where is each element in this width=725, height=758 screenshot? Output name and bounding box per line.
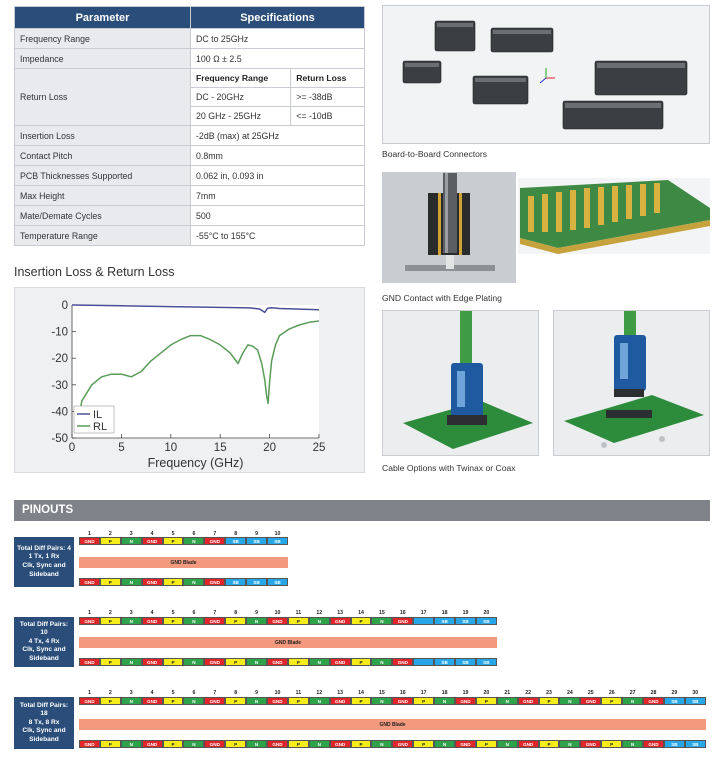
pin-cell: GND xyxy=(204,740,225,748)
pin-cell: GND xyxy=(392,617,413,625)
pin-number: 10 xyxy=(274,690,281,696)
pin-cell: GND xyxy=(204,697,225,705)
pin-number: 7 xyxy=(213,690,217,696)
pin-cell: P xyxy=(225,697,246,705)
pin-number: 3 xyxy=(129,690,133,696)
pin-cell: N xyxy=(183,617,204,625)
pin-cell: P xyxy=(225,740,246,748)
pin-cell: P xyxy=(288,697,309,705)
y-tick-label: 0 xyxy=(61,300,68,312)
pin-cell: GND xyxy=(204,658,225,666)
pin-cell: N xyxy=(434,697,455,705)
pin-cell: N xyxy=(309,740,330,748)
pin-number: 6 xyxy=(192,690,196,696)
value-cell: -2dB (max) at 25GHz xyxy=(191,126,365,146)
rl-loss: >= -38dB xyxy=(291,88,365,107)
pin-cell: GND xyxy=(79,740,100,748)
pin-cell: N xyxy=(246,658,267,666)
pin-number: 9 xyxy=(255,531,259,537)
pin-cell: P xyxy=(539,740,560,748)
pin-cell: SB xyxy=(455,658,476,666)
pin-cell: P xyxy=(288,740,309,748)
pin-cell: N xyxy=(497,740,518,748)
pin-cell: N xyxy=(371,697,392,705)
pin-number: 6 xyxy=(192,531,196,537)
pin-cell: P xyxy=(288,617,309,625)
pin-number: 1 xyxy=(88,531,91,537)
twinax-cable-illustration xyxy=(383,311,539,456)
y-tick-label: -40 xyxy=(51,406,68,419)
pin-cell: P xyxy=(351,658,372,666)
pin-cell: GND xyxy=(580,740,601,748)
pin-number: 3 xyxy=(129,531,133,537)
pin-cell: N xyxy=(246,740,267,748)
pin-cell: SB xyxy=(434,658,455,666)
twinax-cable-photo xyxy=(382,310,539,456)
gnd-blade: GND Blade xyxy=(79,719,706,730)
pin-cell: GND xyxy=(267,617,288,625)
pin-cell: P xyxy=(288,658,309,666)
x-tick-label: 25 xyxy=(312,442,326,454)
pin-cell: SB xyxy=(476,658,497,666)
param-cell: Insertion Loss xyxy=(15,126,191,146)
pin-number: 17 xyxy=(420,690,427,696)
pin-cell: P xyxy=(225,617,246,625)
pin-number: 18 xyxy=(441,610,448,616)
pin-row-bottom xyxy=(79,740,706,748)
pin-cell: GND xyxy=(142,658,163,666)
pin-cell: P xyxy=(163,617,184,625)
pin-cell: P xyxy=(413,740,434,748)
pin-cell: SB xyxy=(476,617,497,625)
pin-number: 20 xyxy=(483,690,490,696)
y-tick-label: -20 xyxy=(51,353,68,366)
pin-cell: GND xyxy=(580,697,601,705)
pin-row-bottom xyxy=(79,658,497,666)
pin-cell: N xyxy=(559,697,580,705)
value-cell: 100 Ω ± 2.5 xyxy=(191,49,365,69)
pin-cell: N xyxy=(309,697,330,705)
pin-cell: GND xyxy=(330,658,351,666)
pin-number: 2 xyxy=(108,690,112,696)
pin-number: 25 xyxy=(587,690,594,696)
pin-number: 4 xyxy=(150,690,154,696)
pin-cell: GND xyxy=(79,658,100,666)
pin-cell: P xyxy=(163,578,184,586)
pin-number: 21 xyxy=(504,690,511,696)
param-cell: Mate/Demate Cycles xyxy=(15,206,191,226)
pin-number-row xyxy=(79,610,497,616)
pin-cell: GND xyxy=(204,537,225,545)
value-cell: 0.062 in, 0.093 in xyxy=(191,166,365,186)
spec-header: Specifications xyxy=(191,7,365,29)
y-tick-label: -30 xyxy=(51,379,68,392)
pin-number: 14 xyxy=(358,610,364,616)
pin-cell: N xyxy=(121,658,142,666)
pin-cell: P xyxy=(351,697,372,705)
pin-cell: GND xyxy=(518,740,539,748)
legend-label-il: IL xyxy=(93,409,103,421)
x-tick-label: 0 xyxy=(68,442,76,454)
param-cell: Max Height xyxy=(15,186,191,206)
caption-board-to-board: Board-to-Board Connectors xyxy=(382,149,488,159)
pin-cell: N xyxy=(183,658,204,666)
pin-cell: N xyxy=(121,617,142,625)
pin-cell: SB xyxy=(685,697,706,705)
pin-cell: N xyxy=(183,740,204,748)
pin-number: 8 xyxy=(234,690,238,696)
pin-number: 27 xyxy=(629,690,636,696)
pin-cell: N xyxy=(371,617,392,625)
pin-cell: P xyxy=(476,697,497,705)
pin-number: 4 xyxy=(150,531,154,537)
pin-cell: N xyxy=(622,697,643,705)
pin-cell: N xyxy=(121,740,142,748)
param-cell: Impedance xyxy=(15,49,191,69)
pin-number: 12 xyxy=(316,610,323,616)
pin-number: 16 xyxy=(399,690,406,696)
value-cell: 7mm xyxy=(191,186,365,206)
pin-cell: SB xyxy=(267,537,288,545)
pin-number: 2 xyxy=(108,610,112,616)
y-tick-label: -50 xyxy=(51,433,68,445)
pin-number: 7 xyxy=(213,610,217,616)
gnd-blade: GND Blade xyxy=(79,557,288,568)
pin-cell: P xyxy=(163,658,184,666)
pin-cell: GND xyxy=(79,578,100,586)
pinout-label: Total Diff Pairs: 18 8 Tx, 8 Rx Clk, Sync and Sideband xyxy=(14,697,74,749)
pin-row-top xyxy=(79,617,497,625)
coax-cable-photo xyxy=(553,310,710,456)
gnd-blade: GND Blade xyxy=(79,637,497,648)
pin-number: 13 xyxy=(337,610,344,616)
pin-cell: GND xyxy=(330,617,351,625)
param-header: Parameter xyxy=(15,7,191,29)
pin-cell: GND xyxy=(142,617,163,625)
pin-cell: GND xyxy=(142,578,163,586)
pin-number: 8 xyxy=(234,531,238,537)
pcb-edge-illustration xyxy=(518,178,710,254)
pin-number: 28 xyxy=(650,690,657,696)
pin-cell: SB xyxy=(455,617,476,625)
pin-number: 16 xyxy=(399,610,406,616)
pin-cell xyxy=(413,617,434,625)
gnd-contact-illustration xyxy=(383,173,516,283)
pin-number: 3 xyxy=(129,610,133,616)
edge-plating-photo xyxy=(518,178,710,254)
pin-number: 5 xyxy=(171,531,175,537)
pin-cell: SB xyxy=(664,697,685,705)
pin-row-top xyxy=(79,697,706,705)
pin-cell: N xyxy=(183,537,204,545)
caption-gnd-contact: GND Contact with Edge Plating xyxy=(382,293,502,303)
pin-number: 5 xyxy=(171,690,175,696)
caption-cable-options: Cable Options with Twinax or Coax xyxy=(382,463,516,473)
pin-number: 26 xyxy=(608,690,615,696)
pin-number: 24 xyxy=(567,690,573,696)
return-loss-param: Return Loss xyxy=(15,69,191,126)
value-cell: DC to 25GHz xyxy=(191,29,365,49)
loss-chart-svg xyxy=(15,288,366,474)
pin-cell: P xyxy=(163,537,184,545)
pin-number: 15 xyxy=(379,690,385,696)
pin-cell: GND xyxy=(330,697,351,705)
pin-cell: GND xyxy=(142,537,163,545)
pin-cell: P xyxy=(100,578,121,586)
pin-cell: GND xyxy=(267,658,288,666)
coax-cable-illustration xyxy=(554,311,710,456)
pin-cell: GND xyxy=(455,697,476,705)
pin-cell: P xyxy=(100,537,121,545)
legend-label-rl: RL xyxy=(93,421,108,433)
pin-number: 18 xyxy=(441,690,448,696)
pin-cell: N xyxy=(121,537,142,545)
pin-cell: GND xyxy=(142,697,163,705)
pin-cell: N xyxy=(371,740,392,748)
pin-cell: P xyxy=(100,658,121,666)
pin-number: 10 xyxy=(274,610,281,616)
x-tick-label: 5 xyxy=(118,442,125,454)
pin-number: 2 xyxy=(108,531,112,537)
param-cell: PCB Thicknesses Supported xyxy=(15,166,191,186)
pin-cell: SB xyxy=(664,740,685,748)
pin-cell: N xyxy=(183,578,204,586)
chart-title: Insertion Loss & Return Loss xyxy=(14,265,175,279)
pin-cell: P xyxy=(476,740,497,748)
pin-cell: SB xyxy=(267,578,288,586)
pin-number: 10 xyxy=(274,531,281,537)
pin-cell: GND xyxy=(392,740,413,748)
pin-cell: GND xyxy=(518,697,539,705)
pin-cell: P xyxy=(539,697,560,705)
pin-cell: P xyxy=(601,697,622,705)
pin-cell: N xyxy=(183,697,204,705)
pin-cell: N xyxy=(121,697,142,705)
pin-number: 23 xyxy=(546,690,552,696)
pin-cell: N xyxy=(559,740,580,748)
pin-cell: N xyxy=(371,658,392,666)
pin-cell: GND xyxy=(643,740,664,748)
pin-number: 22 xyxy=(525,690,532,696)
pin-cell: SB xyxy=(434,617,455,625)
pin-number: 11 xyxy=(295,690,302,696)
gnd-contact-photo xyxy=(382,172,516,283)
rl-col-loss: Return Loss xyxy=(291,69,365,88)
pin-cell: GND xyxy=(392,697,413,705)
pin-cell xyxy=(413,658,434,666)
pin-number: 7 xyxy=(213,531,217,537)
pin-number: 15 xyxy=(379,610,385,616)
pin-cell: N xyxy=(497,697,518,705)
pin-row-bottom xyxy=(79,578,288,586)
pin-number: 17 xyxy=(420,610,427,616)
pinout-label: Total Diff Pairs: 4 1 Tx, 1 Rx Clk, Sync and Sideband xyxy=(14,537,74,587)
pin-cell: SB xyxy=(685,740,706,748)
rl-col-freq: Frequency Range xyxy=(191,69,291,88)
rl-range: 20 GHz - 25GHz xyxy=(191,107,291,126)
pin-number: 8 xyxy=(234,610,238,616)
pin-cell: P xyxy=(100,617,121,625)
pin-cell: N xyxy=(121,578,142,586)
pin-number: 29 xyxy=(671,690,678,696)
connectors-illustration xyxy=(383,6,710,144)
pin-cell: SB xyxy=(225,578,246,586)
pin-cell: GND xyxy=(267,740,288,748)
pin-cell: P xyxy=(100,740,121,748)
x-tick-label: 10 xyxy=(164,442,178,454)
x-tick-label: 20 xyxy=(263,442,276,454)
pin-number-row xyxy=(79,690,706,696)
pin-cell: P xyxy=(351,617,372,625)
value-cell: -55°C to 155°C xyxy=(191,226,365,246)
pin-cell: N xyxy=(434,740,455,748)
pin-cell: P xyxy=(601,740,622,748)
pin-number: 30 xyxy=(692,690,699,696)
pin-cell: GND xyxy=(455,740,476,748)
pin-number: 19 xyxy=(462,690,469,696)
pin-cell: SB xyxy=(225,537,246,545)
pin-cell: GND xyxy=(204,578,225,586)
param-cell: Temperature Range xyxy=(15,226,191,246)
pin-cell: P xyxy=(100,697,121,705)
value-cell: 0.8mm xyxy=(191,146,365,166)
pin-cell: N xyxy=(246,697,267,705)
pin-number: 12 xyxy=(316,690,323,696)
board-to-board-photo xyxy=(382,5,710,144)
pin-cell: GND xyxy=(330,740,351,748)
pin-cell: SB xyxy=(246,537,267,545)
pin-number: 5 xyxy=(171,610,175,616)
pin-number: 20 xyxy=(483,610,490,616)
param-cell: Frequency Range xyxy=(15,29,191,49)
x-axis-label: Frequency (GHz) xyxy=(147,456,244,470)
pin-cell: GND xyxy=(267,697,288,705)
param-cell: Contact Pitch xyxy=(15,146,191,166)
rl-loss: <= -10dB xyxy=(291,107,365,126)
value-cell: 500 xyxy=(191,206,365,226)
pin-row-top xyxy=(79,537,288,545)
pin-cell: P xyxy=(351,740,372,748)
y-tick-label: -10 xyxy=(51,326,68,339)
pin-cell: N xyxy=(309,658,330,666)
pin-cell: GND xyxy=(79,697,100,705)
pin-cell: GND xyxy=(79,617,100,625)
pin-number: 1 xyxy=(88,690,91,696)
pin-cell: GND xyxy=(204,617,225,625)
pin-cell: N xyxy=(622,740,643,748)
pin-number: 19 xyxy=(462,610,469,616)
pin-cell: GND xyxy=(142,740,163,748)
pin-cell: N xyxy=(246,617,267,625)
pin-number: 6 xyxy=(192,610,196,616)
spec-table xyxy=(14,6,365,246)
pin-cell: GND xyxy=(643,697,664,705)
pin-number: 14 xyxy=(358,690,364,696)
pin-cell: SB xyxy=(246,578,267,586)
rl-range: DC - 20GHz xyxy=(191,88,291,107)
pin-cell: P xyxy=(163,740,184,748)
pin-cell: P xyxy=(413,697,434,705)
pin-cell: GND xyxy=(392,658,413,666)
pin-number: 11 xyxy=(295,610,302,616)
pin-number: 1 xyxy=(88,610,91,616)
pinouts-header: PINOUTS xyxy=(14,500,710,521)
pinout-label: Total Diff Pairs: 10 4 Tx, 4 Rx Clk, Sync and Sideband xyxy=(14,617,74,667)
pin-cell: P xyxy=(163,697,184,705)
x-tick-label: 15 xyxy=(213,442,227,454)
pin-cell: P xyxy=(225,658,246,666)
pin-cell: GND xyxy=(79,537,100,545)
pin-number: 13 xyxy=(337,690,344,696)
pin-number: 9 xyxy=(255,690,259,696)
pin-number: 9 xyxy=(255,610,259,616)
loss-chart xyxy=(14,287,365,473)
pin-cell: N xyxy=(309,617,330,625)
pin-number: 4 xyxy=(150,610,154,616)
